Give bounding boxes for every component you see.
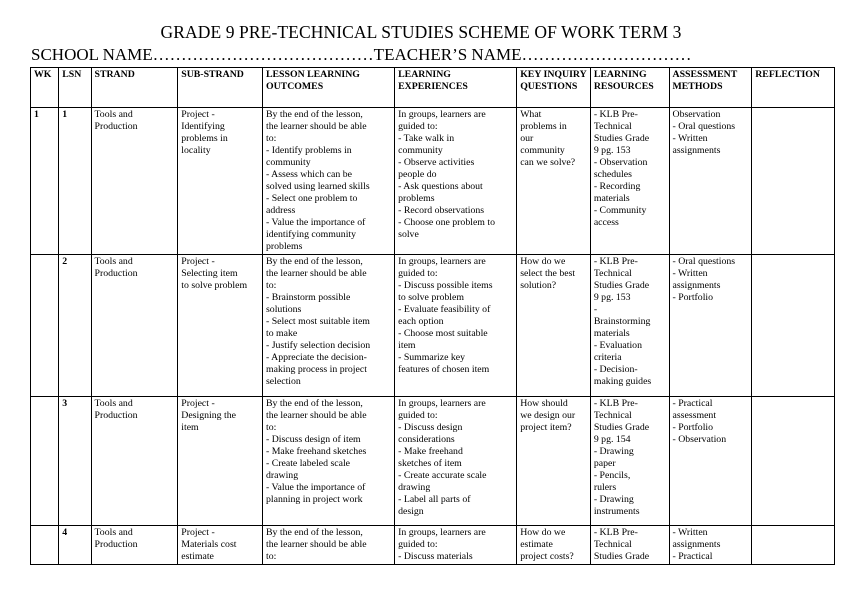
cell-line: - Evaluate feasibility of bbox=[398, 304, 491, 315]
cell-line: planning in project work bbox=[265, 494, 363, 505]
week-cell bbox=[31, 255, 59, 397]
cell-line: In groups, learners are bbox=[398, 109, 486, 120]
inquiry-questions-cell bbox=[517, 397, 591, 526]
lesson-cell: 3 bbox=[59, 397, 91, 526]
lesson-cell: 4 bbox=[59, 526, 91, 565]
lesson-cell: 2 bbox=[59, 255, 91, 397]
cell-line: assignments bbox=[672, 539, 721, 550]
cell-line: design bbox=[398, 506, 424, 517]
cell-line: community bbox=[265, 157, 311, 168]
cell-line: 9 pg. 154 bbox=[593, 434, 631, 445]
cell-line: to: bbox=[265, 133, 277, 144]
cell-line: Project - bbox=[181, 109, 215, 120]
reflection-cell bbox=[752, 108, 835, 255]
cell-line: - Discuss design bbox=[398, 422, 463, 433]
cell-line: - bbox=[593, 304, 598, 315]
experiences-cell bbox=[395, 526, 517, 565]
week-cell bbox=[31, 397, 59, 526]
cell-line: - Assess which can be bbox=[265, 169, 352, 180]
cell-line: - Appreciate the decision- bbox=[265, 352, 367, 363]
cell-line: - Justify selection decision bbox=[265, 340, 371, 351]
cell-line: - Identify problems in bbox=[265, 145, 352, 156]
cell-line: estimate bbox=[181, 551, 214, 562]
cell-line: - KLB Pre- bbox=[593, 527, 638, 538]
cell-line: - Make freehand sketches bbox=[265, 446, 367, 457]
table-row bbox=[31, 108, 835, 255]
cell-line: 9 pg. 153 bbox=[593, 145, 631, 156]
col-header-lsn: LSN bbox=[59, 68, 91, 108]
cell-line: Selecting item bbox=[181, 268, 238, 279]
cell-line: Observation bbox=[672, 109, 721, 120]
col-header-reflection: REFLECTION bbox=[752, 68, 835, 108]
resources-cell bbox=[590, 108, 669, 255]
cell-line: - Record observations bbox=[398, 205, 485, 216]
cell-line: Production bbox=[94, 268, 138, 279]
cell-line: - Portfolio bbox=[672, 422, 714, 433]
cell-line: Production bbox=[94, 121, 138, 132]
cell-line: community bbox=[398, 145, 443, 156]
cell-line: - Oral questions bbox=[672, 256, 736, 267]
cell-line: to solve problem bbox=[398, 292, 464, 303]
cell-line: - Written bbox=[672, 268, 708, 279]
col-header-wk: WK bbox=[31, 68, 59, 108]
outcomes-cell bbox=[262, 526, 394, 565]
cell-line: project item? bbox=[520, 422, 572, 433]
cell-line: - Drawing bbox=[593, 494, 634, 505]
cell-line: Studies Grade bbox=[593, 422, 650, 433]
cell-line: Production bbox=[94, 539, 138, 550]
col-header-strand: STRAND bbox=[91, 68, 178, 108]
cell-line: paper bbox=[593, 458, 616, 469]
resources-cell bbox=[590, 397, 669, 526]
page-title: GRADE 9 PRE-TECHNICAL STUDIES SCHEME OF WORK TERM 3 bbox=[160, 22, 682, 42]
cell-line: problems bbox=[265, 241, 303, 252]
cell-line: - Pencils, bbox=[593, 470, 631, 481]
cell-line: to: bbox=[265, 551, 277, 562]
cell-line: - Discuss materials bbox=[398, 551, 473, 562]
cell-line: Project - bbox=[181, 527, 215, 538]
cell-line: rulers bbox=[593, 482, 617, 493]
cell-line: Production bbox=[94, 410, 138, 421]
inquiry-questions-cell bbox=[517, 255, 591, 397]
cell-line: - KLB Pre- bbox=[593, 256, 638, 267]
cell-line: Brainstorming bbox=[593, 316, 651, 327]
cell-line: to: bbox=[265, 280, 277, 291]
cell-line: solved using learned skills bbox=[265, 181, 370, 192]
cell-line: Designing the bbox=[181, 410, 236, 421]
cell-line: - Select most suitable item bbox=[265, 316, 370, 327]
cell-line: By the end of the lesson, bbox=[265, 109, 363, 120]
cell-line: locality bbox=[181, 145, 211, 156]
outcomes-cell bbox=[262, 397, 394, 526]
cell-line: By the end of the lesson, bbox=[265, 256, 363, 267]
experiences-cell bbox=[395, 255, 517, 397]
outcomes-cell bbox=[262, 108, 394, 255]
cell-line: Tools and bbox=[94, 398, 133, 409]
assessment-cell bbox=[669, 108, 752, 255]
cell-line: - Practical bbox=[672, 398, 713, 409]
assessment-cell bbox=[669, 397, 752, 526]
cell-line: Studies Grade bbox=[593, 133, 650, 144]
cell-line: Technical bbox=[593, 268, 632, 279]
cell-line: - Observe activities bbox=[398, 157, 475, 168]
col-header-assessment: ASSESSMENT METHODS bbox=[669, 68, 752, 108]
cell-line: guided to: bbox=[398, 539, 438, 550]
table-row bbox=[31, 397, 835, 526]
cell-line: - Take walk in bbox=[398, 133, 455, 144]
school-teacher-name-line: SCHOOL NAME…………………………………TEACHER’S NAME………………………… bbox=[31, 45, 692, 64]
cell-line: 9 pg. 153 bbox=[593, 292, 631, 303]
cell-line: the learner should be able bbox=[265, 410, 367, 421]
resources-cell bbox=[590, 255, 669, 397]
cell-line: drawing bbox=[398, 482, 431, 493]
cell-line: to: bbox=[265, 422, 277, 433]
cell-line: Technical bbox=[593, 410, 632, 421]
cell-line: - Written bbox=[672, 133, 708, 144]
reflection-cell bbox=[752, 255, 835, 397]
cell-line: assignments bbox=[672, 145, 721, 156]
scheme-of-work-table bbox=[30, 67, 835, 565]
reflection-cell bbox=[752, 526, 835, 565]
cell-line: solution? bbox=[520, 280, 557, 291]
strand-cell bbox=[91, 397, 178, 526]
col-header-questions: KEY INQUIRY QUESTIONS bbox=[517, 68, 591, 108]
experiences-cell bbox=[395, 108, 517, 255]
lesson-cell: 1 bbox=[59, 108, 91, 255]
outcomes-cell bbox=[262, 255, 394, 397]
cell-line: - Recording bbox=[593, 181, 641, 192]
cell-line: - KLB Pre- bbox=[593, 398, 638, 409]
cell-line: problems bbox=[398, 193, 435, 204]
cell-line: In groups, learners are bbox=[398, 527, 486, 538]
cell-line: - Discuss possible items bbox=[398, 280, 493, 291]
cell-line: can we solve? bbox=[520, 157, 576, 168]
cell-line: How should bbox=[520, 398, 568, 409]
cell-line: - Create labeled scale bbox=[265, 458, 351, 469]
cell-line: solutions bbox=[265, 304, 302, 315]
inquiry-questions-cell bbox=[517, 526, 591, 565]
cell-line: What bbox=[520, 109, 542, 120]
cell-line: materials bbox=[593, 328, 630, 339]
cell-line: schedules bbox=[593, 169, 632, 180]
sub-strand-cell bbox=[178, 526, 263, 565]
cell-line: - Label all parts of bbox=[398, 494, 471, 505]
cell-line: - Ask questions about bbox=[398, 181, 483, 192]
col-header-resources: LEARNING RESOURCES bbox=[590, 68, 669, 108]
cell-line: our bbox=[520, 133, 534, 144]
strand-cell bbox=[91, 108, 178, 255]
cell-line: solve bbox=[398, 229, 419, 240]
cell-line: - Select one problem to bbox=[265, 193, 358, 204]
week-cell: 1 bbox=[31, 108, 59, 255]
cell-line: to make bbox=[265, 328, 298, 339]
cell-line: assessment bbox=[672, 410, 717, 421]
cell-line: each option bbox=[398, 316, 444, 327]
cell-line: Project - bbox=[181, 398, 215, 409]
cell-line: - Practical bbox=[672, 551, 713, 562]
cell-line: Materials cost bbox=[181, 539, 237, 550]
cell-line: to solve problem bbox=[181, 280, 248, 291]
cell-line: identifying community bbox=[265, 229, 357, 240]
cell-line: - Observation bbox=[672, 434, 727, 445]
cell-line: - Discuss design of item bbox=[265, 434, 361, 445]
cell-line: - Summarize key bbox=[398, 352, 466, 363]
assessment-cell bbox=[669, 526, 752, 565]
cell-line: - Value the importance of bbox=[265, 482, 366, 493]
cell-line: - Portfolio bbox=[672, 292, 714, 303]
reflection-cell bbox=[752, 397, 835, 526]
cell-line: In groups, learners are bbox=[398, 256, 486, 267]
cell-line: the learner should be able bbox=[265, 121, 367, 132]
cell-line: - Observation bbox=[593, 157, 648, 168]
cell-line: Technical bbox=[593, 121, 632, 132]
cell-line: guided to: bbox=[398, 121, 438, 132]
cell-line: materials bbox=[593, 193, 630, 204]
cell-line: features of chosen item bbox=[398, 364, 490, 375]
col-header-experiences: LEARNING EXPERIENCES bbox=[395, 68, 517, 108]
cell-line: we design our bbox=[520, 410, 576, 421]
col-header-sub-strand: SUB-STRAND bbox=[178, 68, 263, 108]
sub-strand-cell bbox=[178, 108, 263, 255]
cell-line: How do we bbox=[520, 256, 566, 267]
cell-line: - Written bbox=[672, 527, 708, 538]
cell-line: the learner should be able bbox=[265, 268, 367, 279]
cell-line: Tools and bbox=[94, 109, 133, 120]
cell-line: - Oral questions bbox=[672, 121, 736, 132]
cell-line: - Make freehand bbox=[398, 446, 463, 457]
cell-line: project costs? bbox=[520, 551, 574, 562]
col-header-outcomes: LESSON LEARNING OUTCOMES bbox=[262, 68, 394, 108]
cell-line: estimate bbox=[520, 539, 553, 550]
cell-line: criteria bbox=[593, 352, 622, 363]
cell-line: Tools and bbox=[94, 527, 133, 538]
cell-line: - Community bbox=[593, 205, 647, 216]
cell-line: Project - bbox=[181, 256, 215, 267]
cell-line: - Decision- bbox=[593, 364, 638, 375]
cell-line: - Drawing bbox=[593, 446, 634, 457]
assessment-cell bbox=[669, 255, 752, 397]
cell-line: By the end of the lesson, bbox=[265, 527, 363, 538]
strand-cell bbox=[91, 526, 178, 565]
cell-line: Studies Grade bbox=[593, 280, 650, 291]
cell-line: problems in bbox=[520, 121, 567, 132]
cell-line: - Evaluation bbox=[593, 340, 642, 351]
cell-line: item bbox=[398, 340, 416, 351]
cell-line: sketches of item bbox=[398, 458, 462, 469]
resources-cell bbox=[590, 526, 669, 565]
cell-line: - Choose one problem to bbox=[398, 217, 495, 228]
strand-cell bbox=[91, 255, 178, 397]
cell-line: - Value the importance of bbox=[265, 217, 366, 228]
inquiry-questions-cell bbox=[517, 108, 591, 255]
cell-line: How do we bbox=[520, 527, 566, 538]
cell-line: Identifying bbox=[181, 121, 225, 132]
cell-line: - Create accurate scale bbox=[398, 470, 487, 481]
cell-line: Technical bbox=[593, 539, 632, 550]
cell-line: guided to: bbox=[398, 268, 438, 279]
cell-line: problems in bbox=[181, 133, 228, 144]
cell-line: people do bbox=[398, 169, 437, 180]
table-row bbox=[31, 526, 835, 565]
cell-line: assignments bbox=[672, 280, 721, 291]
cell-line: By the end of the lesson, bbox=[265, 398, 363, 409]
cell-line: select the best bbox=[520, 268, 576, 279]
sub-strand-cell bbox=[178, 397, 263, 526]
cell-line: guided to: bbox=[398, 410, 438, 421]
cell-line: - Choose most suitable bbox=[398, 328, 488, 339]
cell-line: - Brainstorm possible bbox=[265, 292, 351, 303]
cell-line: address bbox=[265, 205, 296, 216]
cell-line: Studies Grade bbox=[593, 551, 650, 562]
cell-line: community bbox=[520, 145, 565, 156]
cell-line: selection bbox=[265, 376, 301, 387]
week-cell bbox=[31, 526, 59, 565]
sub-strand-cell bbox=[178, 255, 263, 397]
cell-line: - KLB Pre- bbox=[593, 109, 638, 120]
cell-line: instruments bbox=[593, 506, 640, 517]
cell-line: In groups, learners are bbox=[398, 398, 486, 409]
cell-line: item bbox=[181, 422, 199, 433]
table-header-row bbox=[31, 68, 835, 108]
experiences-cell bbox=[395, 397, 517, 526]
cell-line: the learner should be able bbox=[265, 539, 367, 550]
cell-line: Tools and bbox=[94, 256, 133, 267]
cell-line: access bbox=[593, 217, 619, 228]
cell-line: making process in project bbox=[265, 364, 367, 375]
table-row bbox=[31, 255, 835, 397]
cell-line: considerations bbox=[398, 434, 455, 445]
cell-line: drawing bbox=[265, 470, 299, 481]
cell-line: making guides bbox=[593, 376, 652, 387]
